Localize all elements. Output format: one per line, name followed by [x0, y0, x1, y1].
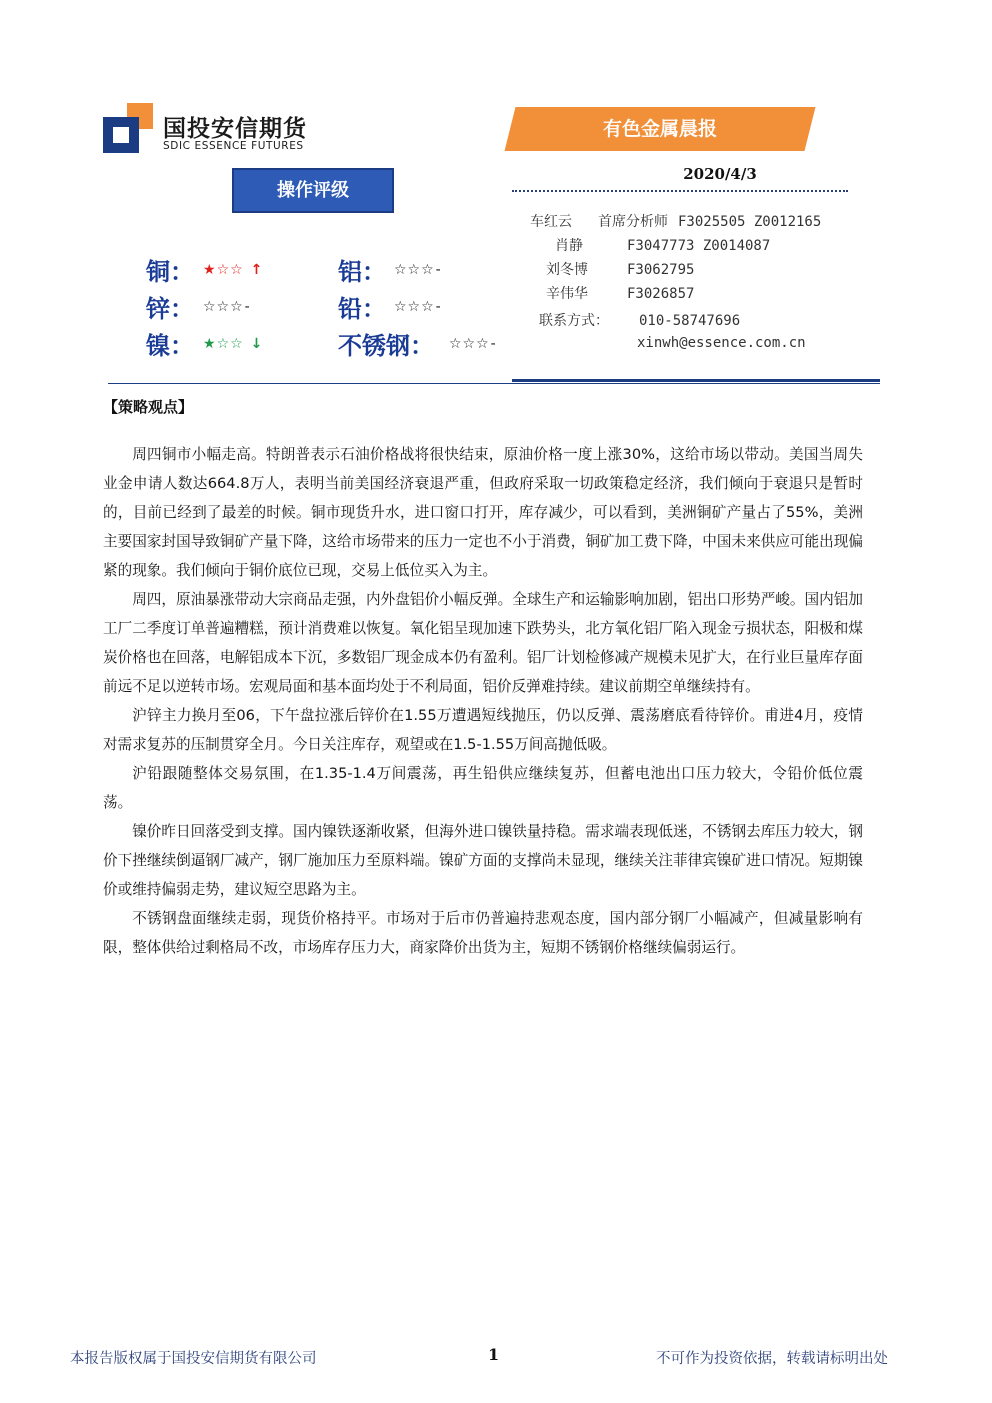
metal-copper-label: 铜：	[146, 258, 194, 286]
paragraph-stainless: 不锈钢盘面继续走弱，现货价格持平。市场对于后市仍普遍持悲观态度，国内部分钢厂小幅减产，但减量影响有限，整体供给过剩格局不改，市场库存压力大，商家降价出货为主，短期不锈钢价格继续偏弱运行。	[103, 910, 863, 956]
nickel-rating	[203, 336, 263, 352]
paragraph-lead: 沪铅跟随整体交易氛围，在1.35-1.4万间震荡，再生铅供应继续复苏，但蓄电池出口压力较大，令铅价低位震荡。	[103, 765, 863, 811]
dotted-divider	[512, 190, 848, 192]
section-title: 【策略观点】	[103, 398, 194, 416]
analyst-name: 车红云	[530, 214, 572, 230]
company-logo-icon	[103, 103, 153, 153]
page-number: 1	[488, 1345, 500, 1364]
contact-phone: 010-58747696	[639, 313, 741, 329]
zinc-rating	[203, 299, 251, 315]
metal-lead-label: 铅：	[338, 295, 386, 323]
star-empty-icon: ☆☆☆	[394, 262, 435, 278]
paragraph-zinc: 沪锌主力换月至06，下午盘拉涨后锌价在1.55万遭遇短线抛压，仍以反弹、震荡磨底看待锌价。甫进4月，疫情对需求复苏的压制贯穿全月。今日关注库存，观望或在1.5-1.55万间高抛低吸。	[103, 707, 863, 753]
strategy-content	[103, 440, 863, 962]
star-empty-icon: ☆☆☆	[394, 299, 435, 315]
star-filled-icon: ★	[203, 336, 217, 352]
analyst-name: 刘冬博	[546, 262, 588, 278]
analyst-1	[555, 235, 770, 255]
star-empty-icon: ☆☆☆	[203, 299, 244, 315]
analyst-id: F3026857	[627, 286, 695, 302]
analyst-name: 肖静	[555, 238, 583, 254]
company-name-cn: 国投安信期货	[163, 116, 307, 142]
paragraph-copper: 周四铜市小幅走高。特朗普表示石油价格战将很快结束，原油价格一度上涨30%，这给市场以带动。美国当周失业金申请人数达664.8万人，表明当前美国经济衰退严重，但政府采取一切政策稳定经济，我们倾向于衰退只是暂时的，目前已经到了最差的时候。铜市现货升水，进口窗口打开，库存减少，可以看到，美洲铜矿产量占了55%，美洲主要国家封国导致铜矿产量下降，这给市场带来的压力一定也不小于消费，铜矿加工费下降，中国未来供应可能出现偏紧的现象。我们倾向于铜价底位已现，交易上低位买入为主。	[103, 446, 863, 579]
trend-flat-icon: -	[435, 299, 442, 315]
company-name-en: SDIC ESSENCE FUTURES	[163, 140, 304, 152]
star-empty-icon: ☆☆	[216, 336, 244, 352]
lead-rating	[394, 299, 442, 315]
star-empty-icon: ☆☆☆	[449, 336, 490, 352]
arrow-down-icon: ↓	[250, 336, 264, 352]
paragraph-nickel: 镍价昨日回落受到支撑。国内镍铁逐渐收紧，但海外进口镍铁量持稳。需求端表现低迷，不锈钢去库压力较大，钢价下挫继续倒逼钢厂减产，钢厂施加压力至原料端。镍矿方面的支撑尚未显现，继续关注菲律宾镍矿进口情况。短期镍价或维持偏弱走势，建议短空思路为主。	[103, 823, 863, 898]
metal-nickel-label: 镍：	[146, 332, 194, 360]
header-rule-thin	[108, 383, 880, 384]
footer-disclaimer: 不可作为投资依据，转载请标明出处	[656, 1351, 888, 1367]
analyst-id: F3047773 Z0014087	[627, 238, 771, 254]
report-date: 2020/4/3	[683, 165, 757, 183]
analyst-id: F3025505 Z0012165	[678, 214, 822, 230]
stainless-rating	[449, 336, 497, 352]
metal-stainless-label: 不锈钢：	[338, 332, 434, 360]
contact-line	[539, 310, 740, 330]
analyst-name: 辛伟华	[546, 286, 588, 302]
report-title: 有色金属晨报	[602, 118, 717, 140]
analyst-0	[530, 211, 821, 231]
star-empty-icon: ☆☆	[216, 262, 244, 278]
trend-flat-icon: -	[244, 299, 251, 315]
header-rule-thick	[512, 379, 880, 382]
contact-label: 联系方式：	[539, 313, 609, 329]
aluminum-rating	[394, 262, 442, 278]
contact-email[interactable]: xinwh@essence.com.cn	[637, 335, 806, 351]
trend-flat-icon: -	[435, 262, 442, 278]
analyst-3	[546, 283, 694, 303]
analyst-id: F3062795	[627, 262, 695, 278]
arrow-up-icon: ↑	[250, 262, 264, 278]
rating-title: 操作评级	[232, 168, 394, 213]
star-filled-icon: ★	[203, 262, 217, 278]
trend-flat-icon: -	[490, 336, 497, 352]
copper-rating	[203, 262, 263, 278]
paragraph-aluminum: 周四，原油暴涨带动大宗商品走强，内外盘铝价小幅反弹。全球生产和运输影响加剧，铝出口形势严峻。国内铝加工厂二季度订单普遍糟糕，预计消费难以恢复。氧化铝呈现加速下跌势头，北方氧化铝厂陷入现金亏损状态，阳极和煤炭价格也在回落，电解铝成本下沉，多数铝厂现金成本仍有盈利。铝厂计划检修减产规模未见扩大，在行业巨量库存面前远不足以逆转市场。宏观局面和基本面均处于不利局面，铝价反弹难持续。建议前期空单继续持有。	[103, 591, 863, 695]
metal-aluminum-label: 铝：	[338, 258, 386, 286]
metal-zinc-label: 锌：	[146, 295, 194, 323]
analyst-2	[546, 259, 694, 279]
footer-copyright: 本报告版权属于国投安信期货有限公司	[70, 1351, 317, 1367]
analyst-title: 首席分析师	[598, 214, 668, 230]
